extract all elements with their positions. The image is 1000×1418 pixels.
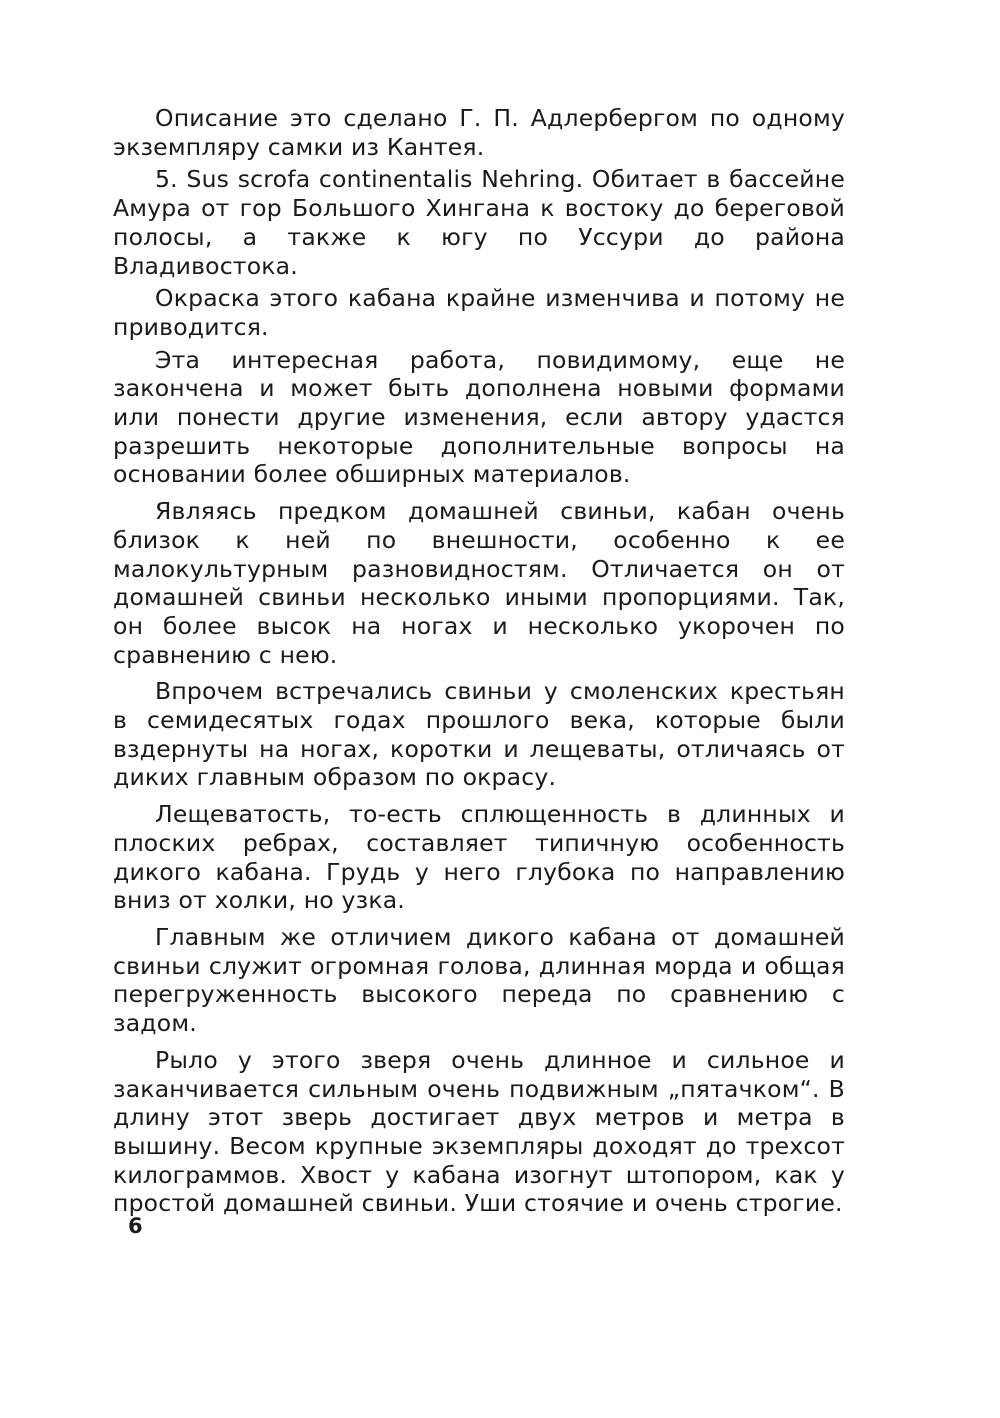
paragraph-main-difference: Главным же отличием дикого кабана от домашней свиньи служит огромная голова, длинная морда и общая перегруженность высокого переда по сравнению с задом. (113, 922, 845, 1038)
paragraph-flat-ribs: Лещеватость, то-есть сплющенность в длинных и плоских ребрах, составляет типичную особенность дикого кабана. Грудь у него глубока по направлению вниз от холки, но узка. (113, 800, 845, 915)
paragraph-coloration: Окраска этого кабана крайне изменчива и потому не приводится. (113, 284, 845, 341)
paragraph-adlerberg-description: Описание это сделано Г. П. Адлербергом по одному экземпляру самки из Кантея. (113, 104, 845, 161)
page-number: 6 (128, 1214, 143, 1238)
paragraph-ancestor-domestic-pig: Являясь предком домашней свиньи, кабан очень близок к ней по внешности, особенно к ее малокультурным разновидностям. Отличается он от домашней свиньи несколько иными пропорциями. Так, он более высок на ногах и несколько укорочен по сравнению с нею. (113, 497, 845, 669)
paragraph-sus-scrofa-continentalis: 5. Sus scrofa continentalis Nehring. Обитает в бассейне Амура от гор Большого Хингана к востоку до береговой полосы, а также к югу по Уссури до района Владивостока. (113, 165, 845, 280)
paragraph-work-unfinished: Эта интересная работа, повидимому, еще не закончена и может быть дополнена новыми формами или понести другие изменения, если автору удастся разрешить некоторые дополнительные вопросы на основании более обширных материалов. (113, 345, 845, 489)
page-body (113, 104, 845, 1222)
paragraph-smolensk-pigs: Впрочем встречались свиньи у смоленских крестьян в семидесятых годах прошлого века, которые были вздернуты на ногах, коротки и лещеваты, отличаясь от диких главным образом по окрасу. (113, 677, 845, 792)
paragraph-snout-and-size: Рыло у этого зверя очень длинное и сильное и заканчивается сильным очень подвижным „пятачком“. В длину этот зверь достигает двух метров и метра в вышину. Весом крупные экземпляры доходят до трехсот килограммов. Хвост у кабана изогнут штопором, как у простой домашней свиньи. Уши стоячие и очень строгие. (113, 1045, 845, 1218)
